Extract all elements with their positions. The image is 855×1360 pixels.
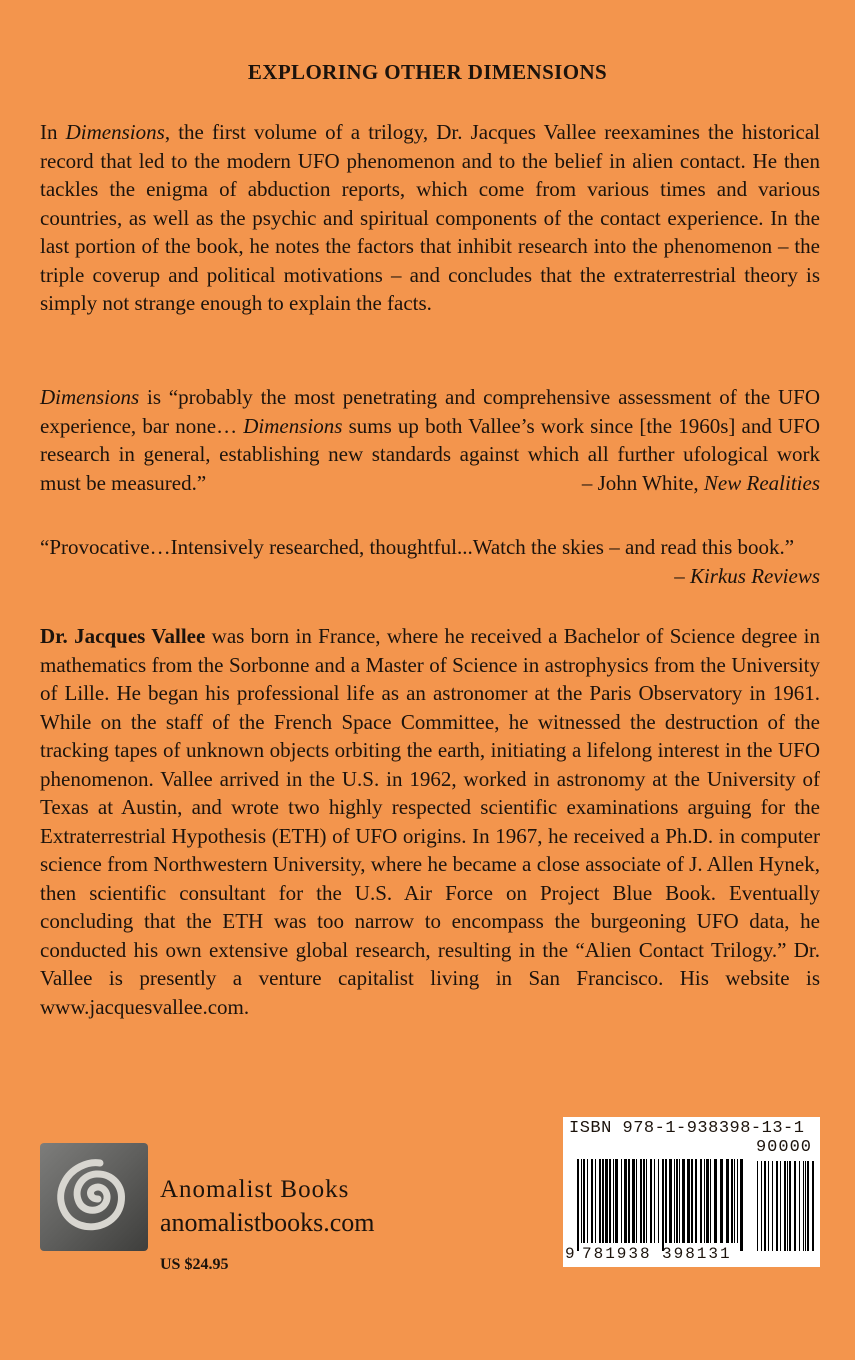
barcode-bar bbox=[577, 1159, 579, 1251]
quote-text: sums up both Vallee’s work since [the 1960s] and UFO research in general, establishing new standards against which all further ufological work must be measured.” bbox=[40, 413, 820, 495]
barcode-bar bbox=[591, 1159, 593, 1243]
barcode-bar bbox=[654, 1159, 655, 1243]
barcode-bar bbox=[646, 1159, 647, 1243]
barcode-addon-bar bbox=[784, 1161, 786, 1251]
barcode-bar bbox=[658, 1159, 659, 1243]
barcode-bar bbox=[621, 1159, 622, 1243]
quote-attribution bbox=[40, 562, 820, 591]
barcode-bar bbox=[581, 1159, 582, 1243]
barcode-addon-bar bbox=[780, 1161, 781, 1251]
synopsis-start: In bbox=[40, 120, 66, 144]
barcode-bar bbox=[665, 1159, 667, 1243]
barcode-bar bbox=[640, 1159, 642, 1243]
book-price: US $24.95 bbox=[160, 1256, 229, 1273]
back-cover-heading: EXPLORING OTHER DIMENSIONS bbox=[247, 60, 608, 84]
barcode-bar bbox=[613, 1159, 614, 1243]
barcode-bar bbox=[674, 1159, 675, 1243]
barcode-addon-bar bbox=[787, 1161, 788, 1251]
barcode-addon-bar bbox=[807, 1161, 809, 1251]
barcode-bar bbox=[720, 1159, 723, 1243]
barcode-bar bbox=[695, 1159, 697, 1243]
synopsis-paragraph bbox=[40, 118, 820, 318]
barcode-bar bbox=[740, 1159, 743, 1251]
barcode-addon-bar bbox=[768, 1161, 769, 1251]
spiral-logo-icon bbox=[40, 1143, 148, 1251]
barcode-bar bbox=[628, 1159, 630, 1243]
barcode-addon-bar bbox=[799, 1161, 800, 1251]
attribution-source: – Kirkus Reviews bbox=[674, 563, 820, 588]
barcode-bar bbox=[602, 1159, 604, 1243]
quote-text: is “probably the most penetrating and comprehensive assessment of the UFO experience, bar none… bbox=[40, 385, 820, 438]
isbn-barcode bbox=[563, 1117, 820, 1267]
barcode-bar bbox=[682, 1159, 685, 1243]
barcode-bar bbox=[679, 1159, 680, 1243]
quote-text: “Provocative…Intensively researched, thoughtful...Watch the skies – and read this book.” bbox=[40, 535, 795, 559]
quote-attribution bbox=[582, 469, 820, 498]
barcode-addon-bar bbox=[772, 1161, 773, 1251]
barcode-bar bbox=[734, 1159, 735, 1243]
barcode-price-code: 90000 bbox=[755, 1138, 812, 1157]
book-title-italic: Dimensions bbox=[40, 385, 140, 409]
barcode-addon-bar bbox=[757, 1161, 758, 1251]
author-name: Dr. Jacques Vallee bbox=[40, 624, 206, 648]
barcode-addon-bar bbox=[761, 1161, 762, 1251]
review-quote-kirkus bbox=[40, 533, 820, 590]
barcode-bar bbox=[595, 1159, 596, 1243]
barcode-bar bbox=[704, 1159, 705, 1243]
barcode-bar bbox=[737, 1159, 738, 1243]
barcode-bar bbox=[587, 1159, 588, 1243]
barcode-digit-prefix: 9 bbox=[565, 1245, 575, 1263]
barcode-bar bbox=[710, 1159, 711, 1243]
barcode-digits-left: 781938 bbox=[582, 1245, 652, 1263]
barcode-addon-bar bbox=[812, 1161, 814, 1251]
book-title-italic: Dimensions bbox=[65, 120, 165, 144]
barcode-bar bbox=[643, 1159, 645, 1243]
barcode-bar bbox=[731, 1159, 733, 1243]
attribution-source: New Realities bbox=[703, 470, 820, 495]
review-quote-white bbox=[40, 383, 820, 497]
barcode-bar bbox=[632, 1159, 635, 1243]
barcode-bar bbox=[599, 1159, 601, 1243]
barcode-addon-bar bbox=[794, 1161, 796, 1251]
barcode-bar bbox=[662, 1159, 664, 1251]
barcode-bar bbox=[636, 1159, 637, 1243]
barcode-addon-bar bbox=[776, 1161, 778, 1251]
barcode-addon-bar bbox=[803, 1161, 804, 1251]
book-title-italic: Dimensions bbox=[243, 413, 343, 438]
barcode-bar bbox=[583, 1159, 585, 1243]
barcode-digits-right: 398131 bbox=[662, 1245, 732, 1263]
barcode-bar bbox=[669, 1159, 672, 1243]
barcode-bar bbox=[624, 1159, 627, 1243]
publisher-website: anomalistbooks.com bbox=[160, 1208, 375, 1237]
attribution-author: – John White, bbox=[581, 470, 704, 495]
barcode-addon-bar bbox=[764, 1161, 766, 1251]
barcode-bar bbox=[615, 1159, 618, 1243]
barcode-bar bbox=[691, 1159, 693, 1243]
synopsis-text: , the first volume of a trilogy, Dr. Jacques Vallee reexamines the historical record that led to the modern UFO phenomenon and to the belief in alien contact. He then tackles the enigma of abduction reports, which come from various times and various countries, as well as the psychic and spiritual components of the contact experience. In the last portion of the book, he notes the factors that inhibit research into the phenomenon – the triple coverup and political motivations – and concludes that the extraterrestrial theory is simply not strange enough to explain the facts. bbox=[40, 120, 820, 315]
barcode-addon-bar bbox=[789, 1161, 791, 1251]
barcode-bar bbox=[650, 1159, 652, 1243]
isbn-number: ISBN 978-1-938398-13-1 bbox=[569, 1119, 805, 1138]
publisher-name: Anomalist Books bbox=[160, 1176, 350, 1203]
barcode-bar bbox=[706, 1159, 709, 1243]
barcode-bar bbox=[714, 1159, 717, 1243]
barcode-bar bbox=[605, 1159, 608, 1243]
bio-text: was born in France, where he received a Bachelor of Science degree in mathematics from the Sorbonne and a Master of Science in astrophysics from the University of Lille. He began his professional life as an astronomer at the Paris Observatory in 1961. While on the staff of the French Space Committee, he witnessed the destruction of the tracking tapes of unknown objects orbiting the earth, initiating a lifelong interest in the UFO phenomenon. Vallee arrived in the U.S. in 1962, worked in astronomy at the University of Texas at Austin, and wrote two highly respected scientific examinations arguing for the Extraterrestrial Hypothesis (ETH) of UFO origins. In 1967, he received a Ph.D. in computer science from Northwestern University, where he became a close associate of J. Allen Hynek, then scientific consultant for the U.S. Air Force on Project Blue Book. Eventually concluding that the ETH was too narrow to encompass the burgeoning UFO data, he conducted his own extensive global research, resulting in the “Alien Contact Trilogy.” Dr. Vallee is presently a venture capitalist living in San Francisco. His website is www.jacquesvallee.com. bbox=[40, 624, 820, 1019]
barcode-addon-bar bbox=[805, 1161, 806, 1251]
barcode-bar bbox=[687, 1159, 690, 1243]
barcode-bar bbox=[609, 1159, 611, 1243]
barcode-bar bbox=[726, 1159, 729, 1243]
barcode-bar bbox=[676, 1159, 678, 1243]
barcode-bar bbox=[700, 1159, 702, 1243]
author-bio-paragraph bbox=[40, 622, 820, 1021]
